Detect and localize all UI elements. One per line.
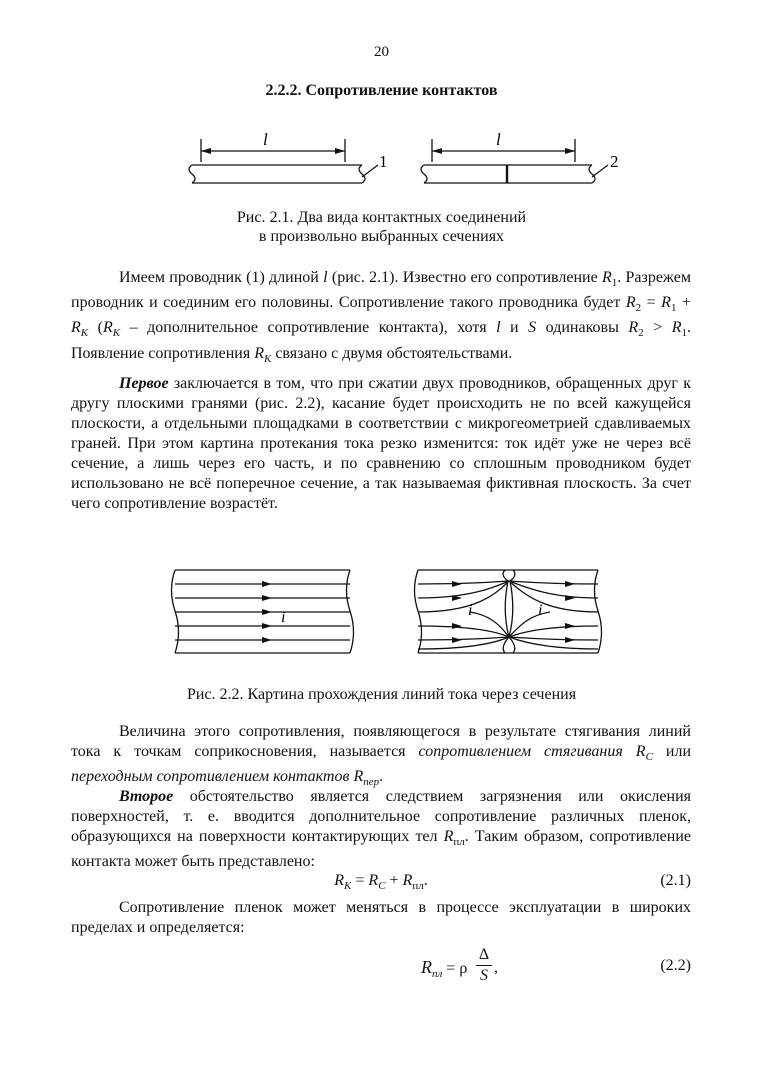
fig1-label-1: 1 xyxy=(379,152,388,171)
formula-2-2-number: (2.2) xyxy=(660,957,691,974)
formula-2-2-fraction xyxy=(476,945,492,986)
formula-2-2-denominator: S xyxy=(480,967,488,984)
formula-2-2-sub: пл xyxy=(432,968,443,981)
formula-2-2-r: R xyxy=(421,957,432,977)
fig1-caption-line2: в произвольно выбранных сечениях xyxy=(258,228,505,245)
current-label-mid: i xyxy=(468,602,473,619)
current-label-left: i xyxy=(281,609,286,626)
formula-2-1: $R_K = R_C + R_{пл}$. (2.1) xyxy=(334,872,691,893)
page-number: 20 xyxy=(374,44,389,60)
figure-2-1 xyxy=(0,125,763,205)
uniform-conductor xyxy=(172,570,354,653)
paragraph-4: Второе обстоятельство является следствием загрязнения или окисления поверхностей, т. е. вводится дополнительное сопротивление различных пленок, образующихся на поверхности контактирующих тел $R_{пл}$. Таким образом, сопротивление контакта может быть представлено: xyxy=(71,788,691,871)
formula-2-2 xyxy=(71,945,691,989)
formula-2-2-comma: , xyxy=(494,959,498,976)
fig1-dim-label-left: l xyxy=(263,130,268,149)
paragraph-5: Сопротивление пленок может меняться в процессе эксплуатации в широких пределах и определяется: xyxy=(71,899,691,936)
paragraph-1: Имеем проводник (1) длиной l (рис. 2.1). Известно его сопротивление $R_1$. Разрежем проводник и соединим его половины. Сопротивление такого проводника будет $R_2 = R_1 + R_K$ ($R_K$ – дополнительное сопротивление контакта), хотя l и S одинаковы $R_2 > R_1$. Появление сопротивления $R_K$ связано с двумя обстоятельствами. xyxy=(71,269,692,365)
formula-2-1-number: (2.1) xyxy=(660,872,691,889)
conductor-2 xyxy=(421,139,608,183)
current-label-right: i xyxy=(538,602,543,619)
paragraph-2: Первое заключается в том, что при сжатии двух проводников, обращенных друг к другу плоскими гранями (рис. 2.2), касание будет происходить не по всей кажущейся плоскости, а отдельными площадками в соответствии с микрогеометрией сдавливаемых граней. При этом картина протекания тока резко изменится: ток идёт уже не через всё сечение, а лишь через его часть, и по сравнению со сплошным проводником будет использовано не всё поперечное сечение, а так называемая фиктивная плоскость. За счет чего сопротивление возрастёт. xyxy=(71,375,691,512)
fig1-label-2: 2 xyxy=(610,152,619,171)
formula-2-2-numerator: Δ xyxy=(478,946,490,963)
formula-2-2-eq: = ρ xyxy=(442,960,468,977)
constricted-conductor xyxy=(415,570,602,653)
figure-2-2 xyxy=(0,565,763,675)
fig2-caption: Рис. 2.2. Картина прохождения линий тока через сечения xyxy=(186,686,577,703)
fig1-caption xyxy=(0,208,763,246)
paragraph-3: Величина этого сопротивления, появляющегося в результате стягивания линий тока к точкам соприкосновения, называется сопротивлением стягивания $R_C$ или переходным сопротивлением контактов $R_{пер}$. xyxy=(71,723,692,789)
fig1-caption-line1: Рис. 2.1. Два вида контактных соединений xyxy=(236,209,527,226)
section-title: 2.2.2. Сопротивление контактов xyxy=(265,82,498,99)
fig1-dim-label-right: l xyxy=(496,130,501,149)
conductor-1 xyxy=(189,139,378,183)
